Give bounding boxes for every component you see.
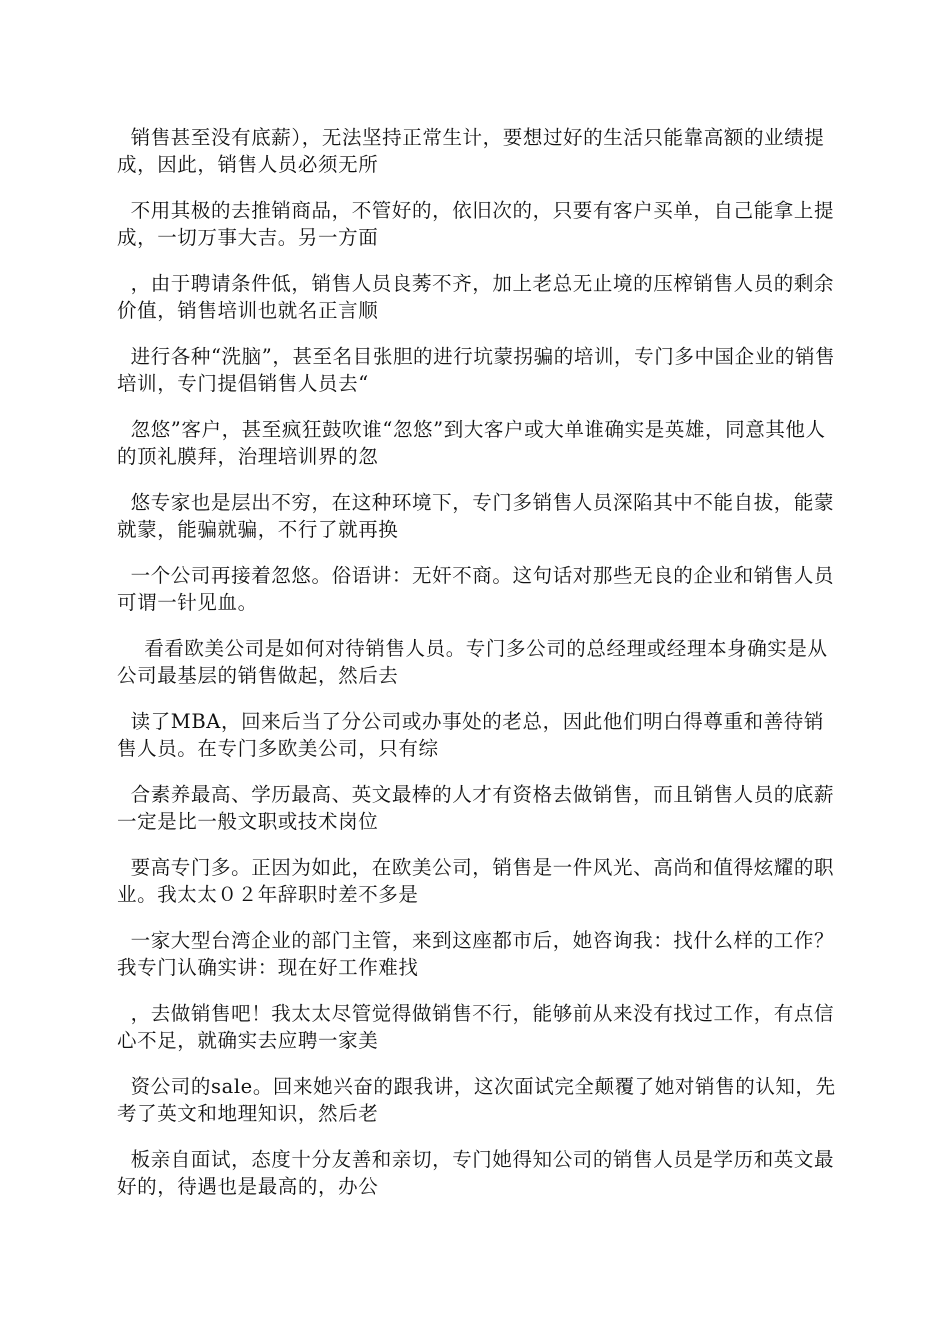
paragraph-4: 进行各种“洗脑”，甚至名目张胆的进行坑蒙拐骗的培训，专门多中国企业的销售培训，专门提倡销售人员去“ <box>117 345 836 395</box>
document-body <box>117 124 837 1219</box>
paragraph-14: 资公司的sale。回来她兴奋的跟我讲，这次面试完全颠覆了她对销售的认知，先考了英文和地理知识，然后老 <box>117 1075 836 1125</box>
paragraph-10: 合素养最高、学历最高、英文最棒的人才有资格去做销售，而且销售人员的底薪一定是比一般文职或技术岗位 <box>117 783 835 833</box>
paragraph-15: 板亲自面试，态度十分友善和亲切，专门她得知公司的销售人员是学历和英文最好的，待遇也是最高的，办公 <box>117 1148 835 1198</box>
paragraph-6: 悠专家也是层出不穷，在这种环境下，专门多销售人员深陷其中不能自拔，能蒙就蒙，能骗就骗，不行了就再换 <box>117 491 835 541</box>
paragraph-8: 看看欧美公司是如何对待销售人员。专门多公司的总经理或经理本身确实是从公司最基层的销售做起，然后去 <box>117 637 828 687</box>
paragraph-3: ，由于聘请条件低，销售人员良莠不齐，加上老总无止境的压榨销售人员的剩余价值，销售培训也就名正言顺 <box>117 272 835 322</box>
paragraph-7: 一个公司再接着忽悠。俗语讲：无奸不商。这句话对那些无良的企业和销售人员可谓一针见血。 <box>117 564 835 614</box>
paragraph-9: 读了MBA，回来后当了分公司或办事处的老总，因此他们明白得尊重和善待销售人员。在专门多欧美公司，只有综 <box>117 710 824 760</box>
paragraph-2: 不用其极的去推销商品，不管好的，依旧次的，只要有客户买单，自己能拿上提成，一切万事大吉。另一方面 <box>117 199 835 249</box>
paragraph-13: ，去做销售吧！我太太尽管觉得做销售不行，能够前从来没有找过工作，有点信心不足，就确实去应聘一家美 <box>117 1002 835 1052</box>
paragraph-11: 要高专门多。正因为如此，在欧美公司，销售是一件风光、高尚和值得炫耀的职业。我太太０２年辞职时差不多是 <box>117 856 835 906</box>
paragraph-1: 销售甚至没有底薪），无法坚持正常生计，要想过好的生活只能靠高额的业绩提成，因此，销售人员必须无所 <box>117 126 825 176</box>
paragraph-12: 一家大型台湾企业的部门主管，来到这座都市后，她咨询我：找什么样的工作？我专门认确实讲：现在好工作难找 <box>117 929 835 979</box>
paragraph-5: 忽悠”客户，甚至疯狂鼓吹谁“忽悠”到大客户或大单谁确实是英雄，同意其他人的顶礼膜拜，治理培训界的忽 <box>117 418 826 468</box>
